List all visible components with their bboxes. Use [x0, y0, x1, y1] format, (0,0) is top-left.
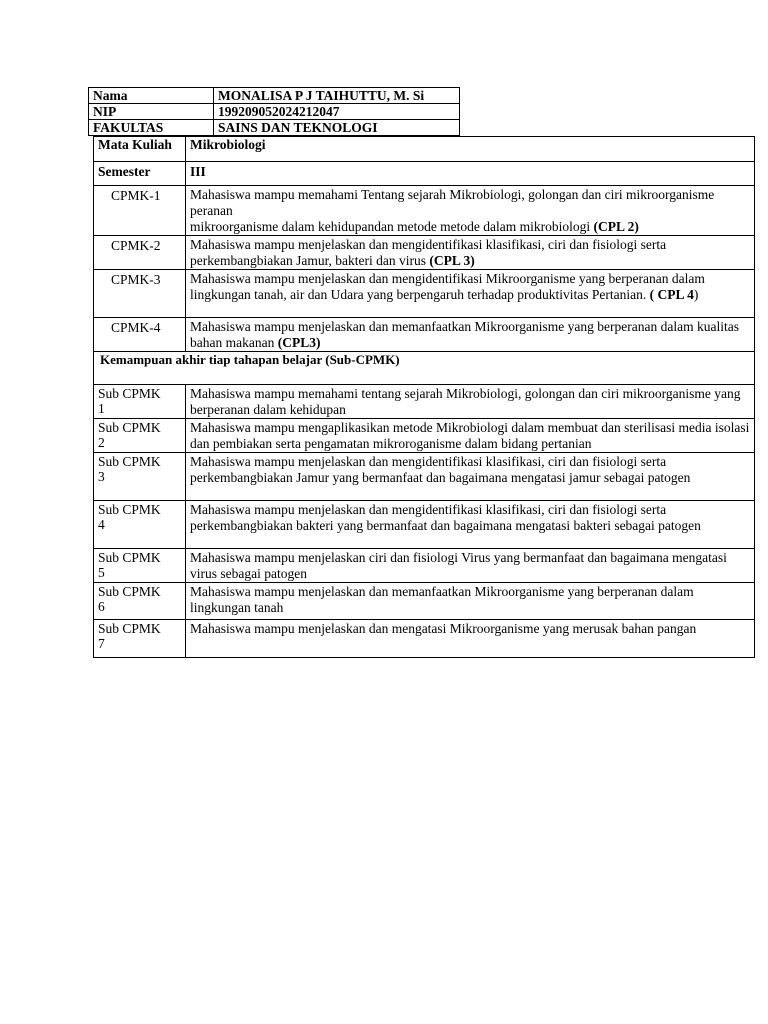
cpmk-text: mikroorganisme dalam kehidupandan metode metode dalam mikrobiologi	[190, 219, 594, 234]
course-value: Mikrobiologi	[186, 137, 755, 162]
sub-cpmk-number: 1	[98, 401, 105, 416]
cpl-ref: (CPL 3)	[429, 253, 475, 268]
sub-cpmk-description: Mahasiswa mampu menjelaskan dan mengidentifikasi klasifikasi, ciri dan fisiologi serta perkembangbiakan bakteri yang bermanfaat dan bagaimana mengatasi bakteri sebagai patogen	[186, 501, 755, 549]
sub-cpmk-number: 3	[98, 469, 105, 484]
sub-cpmk-description: Mahasiswa mampu menjelaskan dan memanfaatkan Mikroorganisme yang berperanan dalam lingkungan tanah	[186, 583, 755, 620]
info-row-name	[89, 88, 460, 104]
sub-cpmk-description: Mahasiswa mampu memahami tentang sejarah Mikrobiologi, golongan dan ciri mikroorganisme yang berperanan dalam kehidupan	[186, 385, 755, 419]
sub-cpmk-label: Sub CPMK	[98, 502, 161, 517]
cpl-tail: )	[693, 287, 699, 302]
course-name-row	[94, 137, 755, 162]
sub-cpmk-number: 6	[98, 599, 105, 614]
cpmk-row	[94, 236, 755, 270]
info-value: 199209052024212047	[214, 104, 460, 120]
info-value: MONALISA P J TAIHUTTU, M. Si	[214, 88, 460, 104]
sub-cpmk-row	[94, 385, 755, 419]
semester-label: Semester	[94, 162, 186, 186]
cpmk-text: Mahasiswa mampu memahami Tentang sejarah Mikrobiologi, golongan dan ciri mikroorganisme peranan	[190, 187, 715, 218]
info-label: FAKULTAS	[89, 120, 214, 136]
sub-cpmk-code	[94, 453, 186, 501]
sub-cpmk-number: 7	[98, 636, 105, 651]
cpmk-description	[186, 186, 755, 236]
cpl-ref: (CPL3)	[277, 335, 321, 350]
cpmk-text: Mahasiswa mampu menjelaskan dan mengidentifikasi klasifikasi, ciri dan fisiologi serta perkembangbiakan Jamur, bakteri dan virus	[190, 237, 667, 268]
cpmk-code: CPMK-3	[94, 270, 186, 318]
semester-value: III	[186, 162, 755, 186]
cpmk-text: Mahasiswa mampu menjelaskan dan mengidentifikasi Mikroorganisme yang berperanan dalam lingkungan tanah, air dan Udara yang berpengaruh terhadap produktivitas Pertanian.	[190, 271, 705, 302]
course-label: Mata Kuliah	[94, 137, 186, 162]
cpmk-code: CPMK-1	[94, 186, 186, 236]
semester-row	[94, 162, 755, 186]
info-label: NIP	[89, 104, 214, 120]
sub-cpmk-row	[94, 549, 755, 583]
sub-cpmk-description: Mahasiswa mampu menjelaskan dan mengidentifikasi klasifikasi, ciri dan fisiologi serta perkembangbiakan Jamur yang bermanfaat dan bagaimana mengatasi jamur sebagai patogen	[186, 453, 755, 501]
sub-cpmk-row	[94, 620, 755, 658]
sub-cpmk-description: Mahasiswa mampu mengaplikasikan metode Mikrobiologi dalam membuat dan sterilisasi media isolasi dan pembiakan serta pengamatan mikroroganisme dalam bidang pertanian	[186, 419, 755, 453]
cpmk-code: CPMK-4	[94, 318, 186, 352]
cpmk-row	[94, 318, 755, 352]
sub-cpmk-code	[94, 583, 186, 620]
sub-cpmk-row	[94, 501, 755, 549]
sub-cpmk-label: Sub CPMK	[98, 550, 161, 565]
cpmk-text: Mahasiswa mampu menjelaskan dan memanfaatkan Mikroorganisme yang berperanan dalam kualitas bahan makanan	[190, 319, 739, 350]
sub-cpmk-code	[94, 385, 186, 419]
sub-cpmk-label: Sub CPMK	[98, 386, 161, 401]
sub-cpmk-heading-row	[94, 352, 755, 385]
lecturer-info-table	[88, 87, 460, 136]
cpmk-description	[186, 318, 755, 352]
sub-cpmk-row	[94, 419, 755, 453]
info-row-nip	[89, 104, 460, 120]
cpmk-description	[186, 236, 755, 270]
sub-cpmk-description: Mahasiswa mampu menjelaskan dan mengatasi Mikroorganisme yang merusak bahan pangan	[186, 620, 755, 658]
sub-cpmk-code	[94, 549, 186, 583]
info-label: Nama	[89, 88, 214, 104]
sub-cpmk-number: 5	[98, 565, 105, 580]
sub-cpmk-row	[94, 583, 755, 620]
sub-cpmk-row	[94, 453, 755, 501]
sub-cpmk-heading: Kemampuan akhir tiap tahapan belajar (Sub-CPMK)	[94, 352, 755, 385]
sub-cpmk-number: 2	[98, 435, 105, 450]
cpmk-code: CPMK-2	[94, 236, 186, 270]
sub-cpmk-code	[94, 620, 186, 658]
course-table	[93, 136, 755, 658]
cpmk-description	[186, 270, 755, 318]
sub-cpmk-number: 4	[98, 517, 105, 532]
cpl-ref: ( CPL 4	[649, 287, 694, 302]
sub-cpmk-label: Sub CPMK	[98, 454, 161, 469]
cpmk-row	[94, 270, 755, 318]
sub-cpmk-description: Mahasiswa mampu menjelaskan ciri dan fisiologi Virus yang bermanfaat dan bagaimana mengatasi virus sebagai patogen	[186, 549, 755, 583]
info-value: SAINS DAN TEKNOLOGI	[214, 120, 460, 136]
sub-cpmk-code	[94, 501, 186, 549]
cpmk-row	[94, 186, 755, 236]
cpl-ref: (CPL 2)	[593, 219, 639, 234]
sub-cpmk-label: Sub CPMK	[98, 420, 161, 435]
sub-cpmk-label: Sub CPMK	[98, 621, 161, 636]
sub-cpmk-label: Sub CPMK	[98, 584, 161, 599]
sub-cpmk-code	[94, 419, 186, 453]
info-row-faculty	[89, 120, 460, 136]
